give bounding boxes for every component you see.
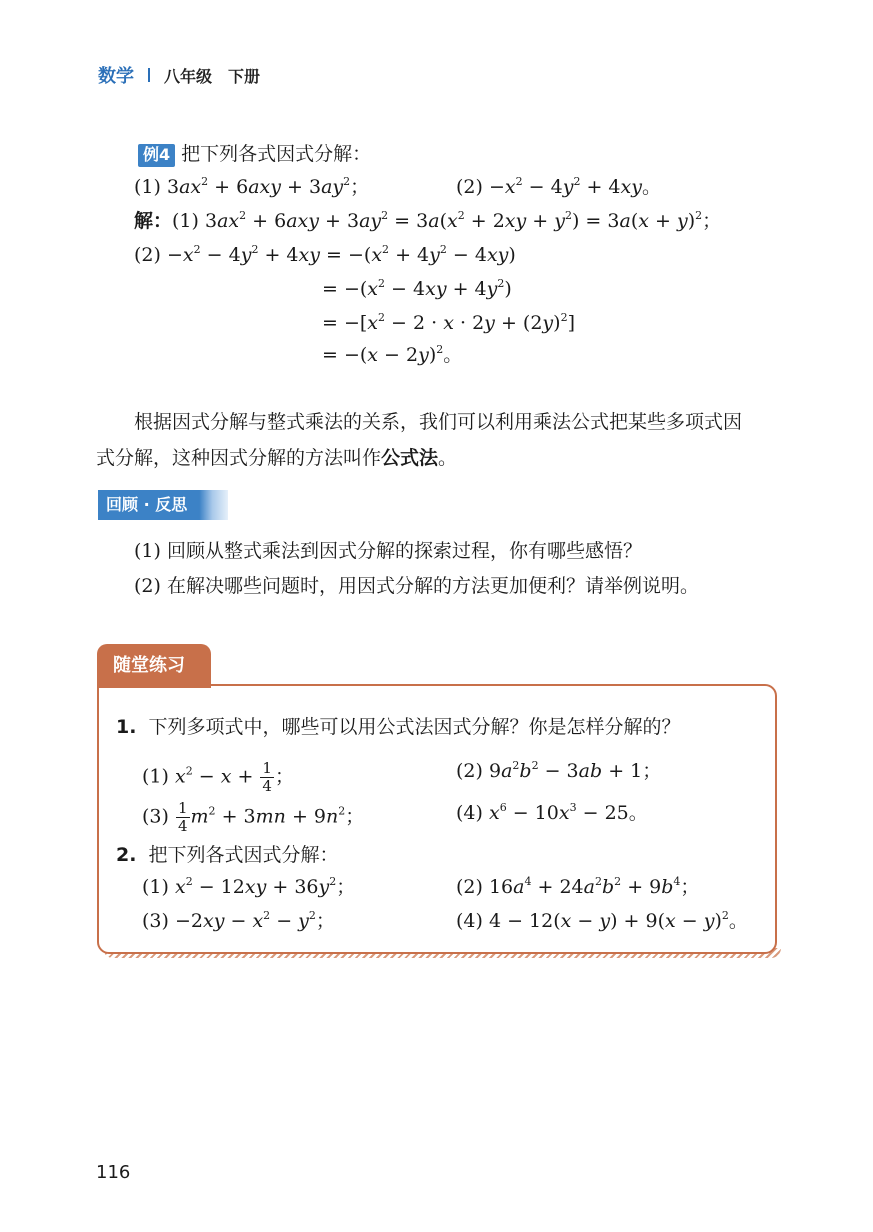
solution-1: 解：(1) $3ax^2 + 6axy + 3ay^2 = 3a(x^2 + 2xy + y^2) = 3a(x + y)^2$； bbox=[134, 209, 722, 232]
practice-heading: 随堂练习 bbox=[97, 644, 211, 688]
method-paragraph bbox=[96, 404, 743, 476]
fraction-denominator: 4 bbox=[177, 817, 188, 835]
practice-2-item-4: (4) $4 - 12(x - y) + 9(x - y)^2$。 bbox=[456, 909, 748, 932]
fraction-numerator: 1 bbox=[262, 759, 272, 777]
solution-label: 解： bbox=[134, 210, 173, 232]
paragraph-line-1: 根据因式分解与整式乘法的关系，我们可以利用乘法公式把某些多项式因 bbox=[134, 411, 743, 433]
question-text: 把下列各式因式分解： bbox=[148, 844, 339, 866]
practice-1-item-1: (1) $x^2 - x$ + $\frac{1}{4}$ ； bbox=[142, 759, 294, 795]
practice-1-item-2: (2) $9a^2b^2 - 3ab + 1$； bbox=[456, 759, 662, 782]
question-number: 2. bbox=[116, 844, 137, 866]
example-label: 例4 bbox=[138, 144, 175, 167]
practice-1-item-4: (4) $x^6 - 10x^3 - 25$。 bbox=[456, 801, 648, 824]
example-heading bbox=[138, 144, 371, 167]
item-number: (2) bbox=[456, 760, 483, 782]
key-term: 公式法 bbox=[381, 447, 439, 469]
question-text: 下列多项式中，哪些可以用公式法因式分解？你是怎样分解的？ bbox=[148, 716, 681, 738]
review-item-1: (1) 回顾从整式乘法到因式分解的探索过程，你有哪些感悟？ bbox=[134, 540, 642, 562]
question-number: (2) bbox=[456, 176, 483, 198]
example-question-2: $(2) -x^2 - 4y^2 + 4xy$。 bbox=[456, 175, 661, 198]
fraction-numerator: 1 bbox=[177, 799, 188, 817]
example-prompt: 把下列各式因式分解： bbox=[181, 143, 372, 165]
solution-2-line-3: = $-[x^2 - 2 \cdot x \cdot 2y + (2y)^2]$ bbox=[322, 311, 575, 334]
review-heading: 回顾 · 反思 bbox=[98, 490, 228, 520]
question-number: 1. bbox=[116, 716, 137, 738]
grade-label: 八年级 下册 bbox=[164, 66, 261, 86]
question-number: (2) bbox=[134, 244, 161, 266]
practice-2-item-2: (2) $16a^4 + 24a^2b^2 + 9b^4$； bbox=[456, 875, 700, 898]
paragraph-text: 式分解，这种因式分解的方法叫作 bbox=[96, 447, 382, 469]
practice-1-item-3: (3) $\frac{1}{4}$ $m^2 + 3mn + 9n^2$； bbox=[142, 799, 365, 835]
item-number: (3) bbox=[142, 805, 169, 828]
practice-question-1 bbox=[116, 718, 681, 737]
practice-question-2 bbox=[116, 846, 339, 865]
item-number: (1) bbox=[142, 876, 169, 898]
item-number: (1) bbox=[142, 765, 169, 788]
solution-2-line-4: = $-(x - 2y)^2$。 bbox=[322, 343, 463, 366]
header-divider bbox=[148, 68, 150, 82]
review-item-2: (2) 在解决哪些问题时，用因式分解的方法更加便利？请举例说明。 bbox=[134, 575, 699, 597]
example-question-1: (1) $3ax^2 + 6axy + 3ay^2$； bbox=[134, 175, 370, 198]
page-number: 116 bbox=[96, 1162, 131, 1183]
question-number: (1) bbox=[134, 176, 161, 198]
page-header bbox=[98, 62, 260, 88]
item-number: (2) bbox=[456, 876, 483, 898]
fraction bbox=[176, 800, 190, 835]
practice-2-item-3: $(3) -2xy - x^2 - y^2$； bbox=[142, 909, 335, 932]
solution-2-line-2: = $-(x^2 - 4xy + 4y^2)$ bbox=[322, 277, 512, 300]
item-number: (4) bbox=[456, 802, 483, 824]
paragraph-text: 。 bbox=[438, 447, 458, 469]
item-number: (4) bbox=[456, 910, 483, 932]
paragraph-line-2 bbox=[96, 440, 742, 476]
fraction bbox=[260, 760, 274, 795]
fraction-denominator: 4 bbox=[262, 777, 272, 795]
practice-2-item-1: (1) $x^2 - 12xy + 36y^2$； bbox=[142, 875, 356, 898]
item-number: (3) bbox=[142, 910, 169, 932]
solution-2-line-1: $(2) -x^2 - 4y^2 + 4xy = -(x^2 + 4y^2 - 4xy)$ bbox=[134, 243, 516, 266]
subject-title: 数学 bbox=[98, 66, 134, 87]
